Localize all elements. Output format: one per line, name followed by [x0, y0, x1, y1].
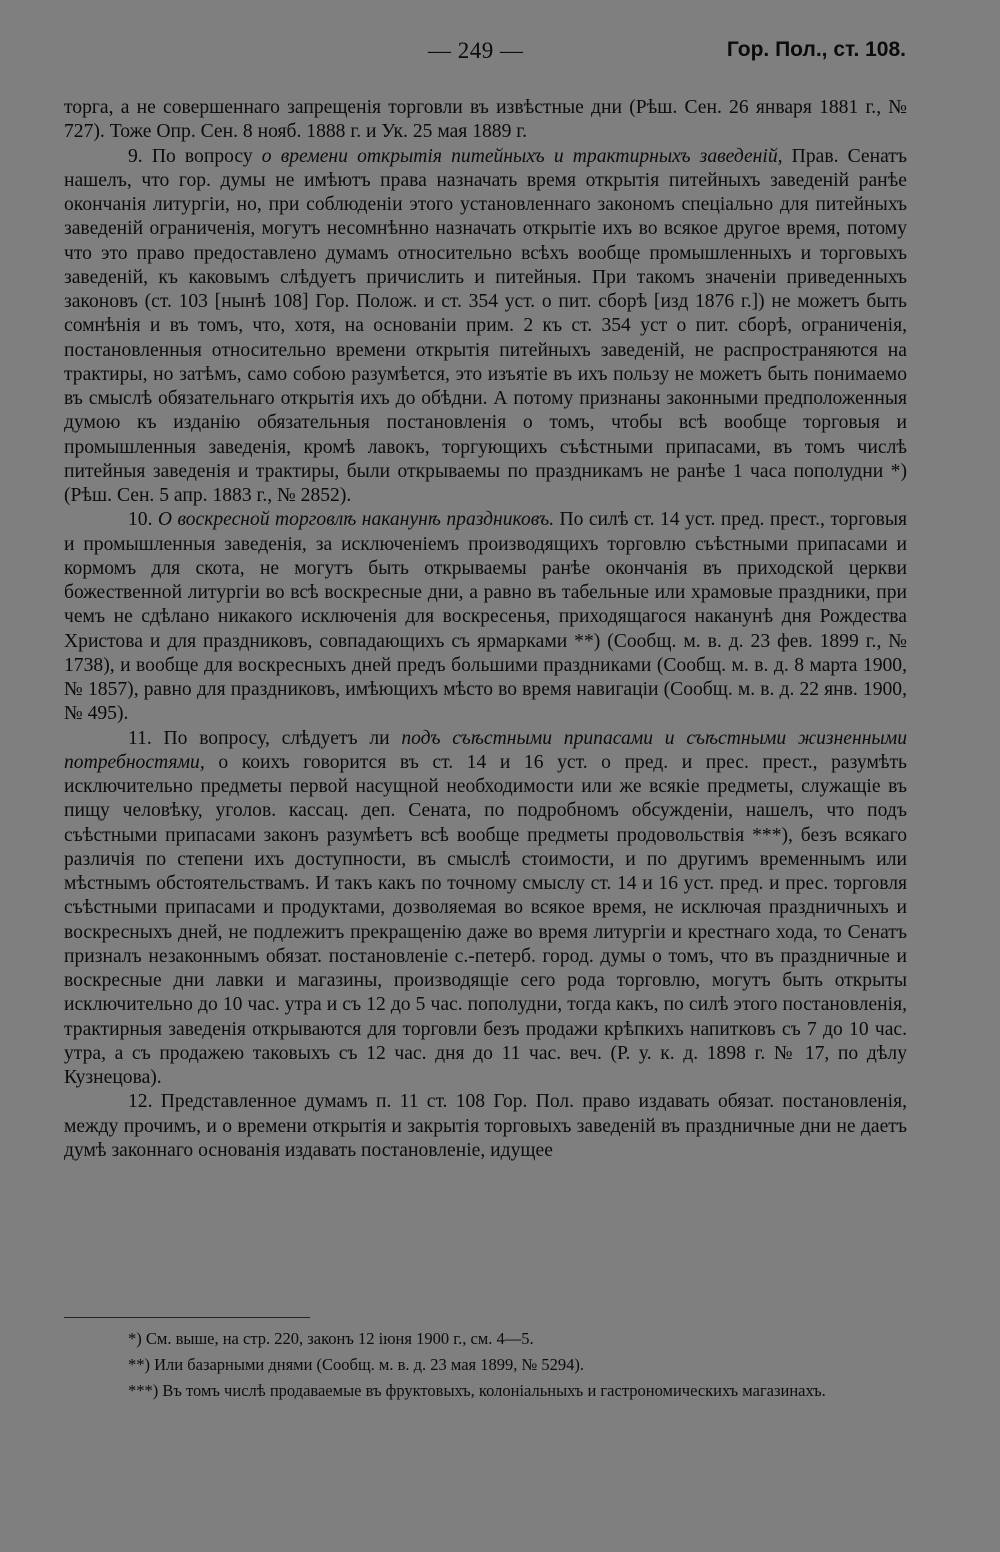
paragraph-9-number: 9. По вопросу — [128, 145, 262, 167]
paragraph-12: 12. Представленное думамъ п. 11 ст. 108 Гор. Пол. право издавать обязат. постановленія, между прочимъ, и о времени открытія и закрытія торговыхъ заведеній въ праздничные дни не даетъ думѣ законнаго основанія издавать постановленіе, идущее — [64, 1091, 907, 1161]
paragraph-continuation: торга, а не совершеннаго запрещенія торговли въ извѣстные дни (Рѣш. Сен. 26 января 1881 г., № 727). Тоже Опр. Сен. 8 нояб. 1888 г. и Ук. 25 мая 1889 г. — [64, 97, 907, 143]
paragraph-10-number: 10. — [128, 509, 158, 531]
paragraph-10-text: По силѣ ст. 14 уст. пред. прест., торговыя и промышленныя заведенія, за исключеніемъ производящихъ торговлю съѣстными припасами и кормомъ для скота, не могутъ быть открываемы ранѣе окончанія въ приходской церкви божественной литургіи во всѣ воскресные дни, а равно въ табельные или храмовые праздники, при чемъ не сдѣлано никакого исключенія для воскресенья, приходящагося наканунѣ дня Рождества Христова и для праздниковъ, совпадающихъ съ ярмарками **) (Сообщ. м. в. д. 23 фев. 1899 г., № 1738), и вообще для воскресныхъ дней предъ большими праздниками (Сообщ. м. в. д. 8 марта 1900, № 1857), равно для праздниковъ, имѣющихъ мѣсто во время навигаціи (Сообщ. м. в. д. 22 янв. 1900, № 495). — [64, 509, 907, 725]
footnote-divider — [64, 1317, 310, 1318]
paragraph-9 — [64, 145, 907, 509]
paragraph-9-heading: о времени открытія питейныхъ и трактирныхъ заведеній, — [261, 145, 783, 167]
body-text — [64, 96, 907, 1163]
footnote-3: ***) Въ томъ числѣ продаваемые въ фруктовыхъ, колоніальныхъ и гастрономическихъ магазинахъ. — [128, 1381, 826, 1400]
paragraph-11-text: о коихъ говорится въ ст. 14 и 16 уст. о пред. и прес. прест., разумѣть исключительно предметы первой насущной необходимости или же всякіе предметы, служащіе въ пищу человѣку, уголов. кассац. деп. Сената, по подробномъ обсужденіи, нашелъ, что подъ съѣстными припасами законъ разумѣетъ всѣ вообще предметы продовольствія ***), безъ всякаго различія по степени ихъ доступности, въ смыслѣ стоимости, и по другимъ временнымъ или мѣстнымъ обстоятельствамъ. И такъ какъ по точному смыслу ст. 14 и 16 уст. пред. и прес. торговля съѣстными припасами и продуктами, дозволяемая во всякое время, не исключая праздничныхъ и воскресныхъ дней, не подлежитъ прекращенію даже во время литургіи и крестнаго хода, то Сенатъ призналъ незаконнымъ обязат. постановленіе с.-петерб. город. думы о томъ, что въ праздничные и воскресные дни лавки и магазины, производящіе сего рода торговлю, могутъ быть открыты исключительно до 10 час. утра и съ 12 до 5 час. пополудни, тогда какъ, по силѣ этого постановленія, трактирныя заведенія открываются для торговли безъ продажи крѣпкихъ напитковъ съ 7 до 10 час. утра, а съ продажею таковыхъ съ 12 час. дня до 11 час. веч. (Р. у. к. д. 1898 г. № 17, по дѣлу Кузнецова). — [64, 751, 907, 1088]
page-number: — 249 — — [428, 38, 524, 63]
running-head: Гор. Пол., ст. 108. — [726, 38, 906, 61]
page-header — [0, 38, 1000, 68]
footnote-2: **) Или базарными днями (Сообщ. м. в. д. 23 мая 1899, № 5294). — [128, 1355, 585, 1374]
paragraph-11-number: 11. По вопросу, слѣдуетъ ли — [128, 727, 402, 749]
paragraph-10-heading: О воскресной торговлѣ наканунѣ праздниковъ. — [157, 509, 555, 531]
footnotes — [64, 1326, 907, 1404]
paragraph-9-text: Прав. Сенатъ нашелъ, что гор. думы не имѣютъ права назначать время открытія питейныхъ заведеній ранѣе окончанія литургіи, но, при соблюденіи этого установленнаго закономъ спеціально для питейныхъ заведеній ограниченія, могутъ несомнѣнно назначать открытіе ихъ во всякое другое время, потому что это право предоставлено думамъ относительно всѣхъ вообще промышленныхъ и торговыхъ заведеній, къ каковымъ слѣдуетъ причислить и питейныя. При такомъ значеніи приведенныхъ законовъ (ст. 103 [нынѣ 108] Гор. Полож. и ст. 354 уст. о пит. сборѣ [изд 1876 г.]) не можетъ быть сомнѣнія и въ томъ, что, хотя, на основаніи прим. 2 къ ст. 354 уст о пит. сборѣ, ограниченія, постановленныя относительно времени открытія питейныхъ заведеній, не распространяются на трактиры, но затѣмъ, само собою разумѣется, это изъятіе въ ихъ пользу не можетъ быть понимаемо въ смыслѣ обязательнаго открытія ихъ до обѣдни. А потому признаны законными предположенныя думою къ изданію обязательныя постановленія о томъ, чтобы всѣ вообще торговыя и промышленныя заведенія, кромѣ лавокъ, торгующихъ съѣстными припасами, въ томъ числѣ питейныя заведенія и трактиры, были открываемы по праздникамъ не ранѣе 1 часа пополудни *) (Рѣш. Сен. 5 апр. 1883 г., № 2852). — [64, 145, 907, 506]
paragraph-11 — [64, 727, 907, 1091]
paragraph-10 — [64, 508, 907, 726]
paragraph-11-heading: подъ съѣстными припасами и съѣстными жизненными потребностями, — [64, 727, 907, 773]
footnote-1: *) См. выше, на стр. 220, законъ 12 іюня 1900 г., см. 4—5. — [128, 1329, 534, 1348]
